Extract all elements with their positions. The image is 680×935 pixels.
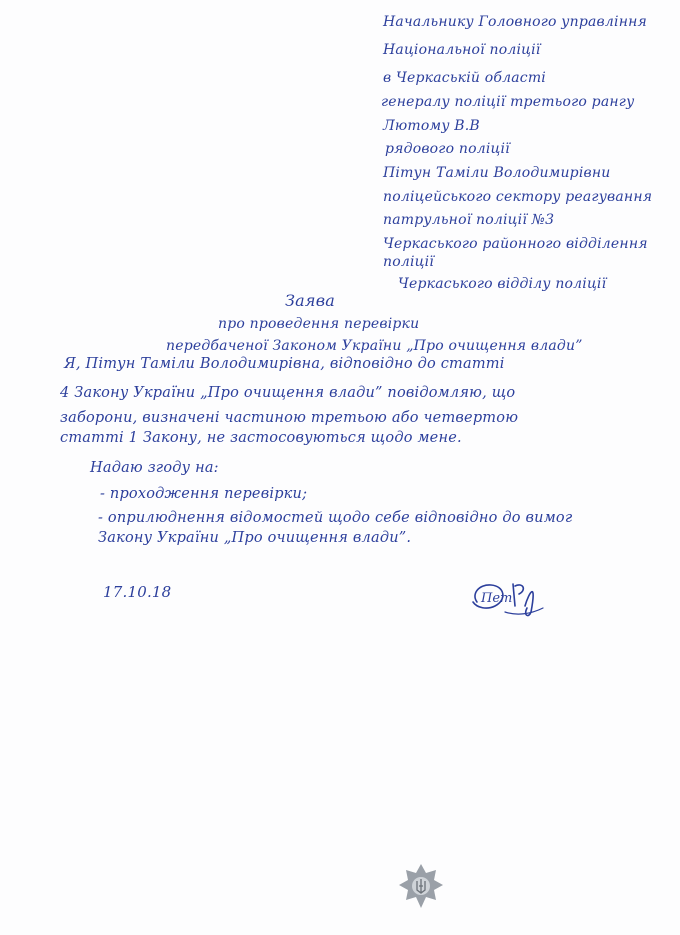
addressee-line: в Черкаській області <box>383 70 546 86</box>
addressee-line: Лютому В.В <box>383 118 480 134</box>
addressee-line: Пітун Таміли Володимирівни <box>383 165 611 181</box>
addressee-line: генералу поліції третього рангу <box>381 94 635 110</box>
addressee-line: Черкаського районного відділення <box>383 236 648 252</box>
signature <box>465 572 550 624</box>
body-line: заборони, визначені частиною третьою або четвертою <box>60 410 519 426</box>
signature-icon <box>465 572 550 620</box>
consent-item: - оприлюднення відомостей щодо себе відповідно до вимог <box>98 510 573 526</box>
addressee-line: поліцейського сектору реагування <box>383 189 653 205</box>
addressee-line: Черкаського відділу поліції <box>398 276 607 292</box>
addressee-line: поліції <box>383 254 434 270</box>
statement-date: 17.10.18 <box>103 583 172 601</box>
body-line: 4 Закону України „Про очищення влади” повідомляю, що <box>60 385 516 401</box>
body-line: статті 1 Закону, не застосовуються щодо мене. <box>60 430 462 446</box>
consent-item: Закону України „Про очищення влади”. <box>98 530 412 546</box>
statement-subtitle: про проведення перевірки <box>218 316 420 332</box>
consent-heading: Надаю згоду на: <box>90 460 219 476</box>
body-line: Я, Пітун Таміли Володимирівна, відповідно до статті <box>64 356 505 372</box>
statement-subtitle: передбаченої Законом України „Про очищення влади” <box>166 338 583 354</box>
police-emblem <box>398 862 444 918</box>
police-star-emblem-icon <box>398 862 444 914</box>
signature-text: Пет <box>481 591 513 606</box>
statement-title: Заява <box>285 291 335 310</box>
addressee-line: Начальнику Головного управління <box>383 14 648 30</box>
addressee-line: Національної поліції <box>383 42 541 58</box>
addressee-line: патрульної поліції №3 <box>383 212 555 228</box>
addressee-line: рядового поліції <box>385 141 510 157</box>
consent-item: - проходження перевірки; <box>100 486 308 502</box>
